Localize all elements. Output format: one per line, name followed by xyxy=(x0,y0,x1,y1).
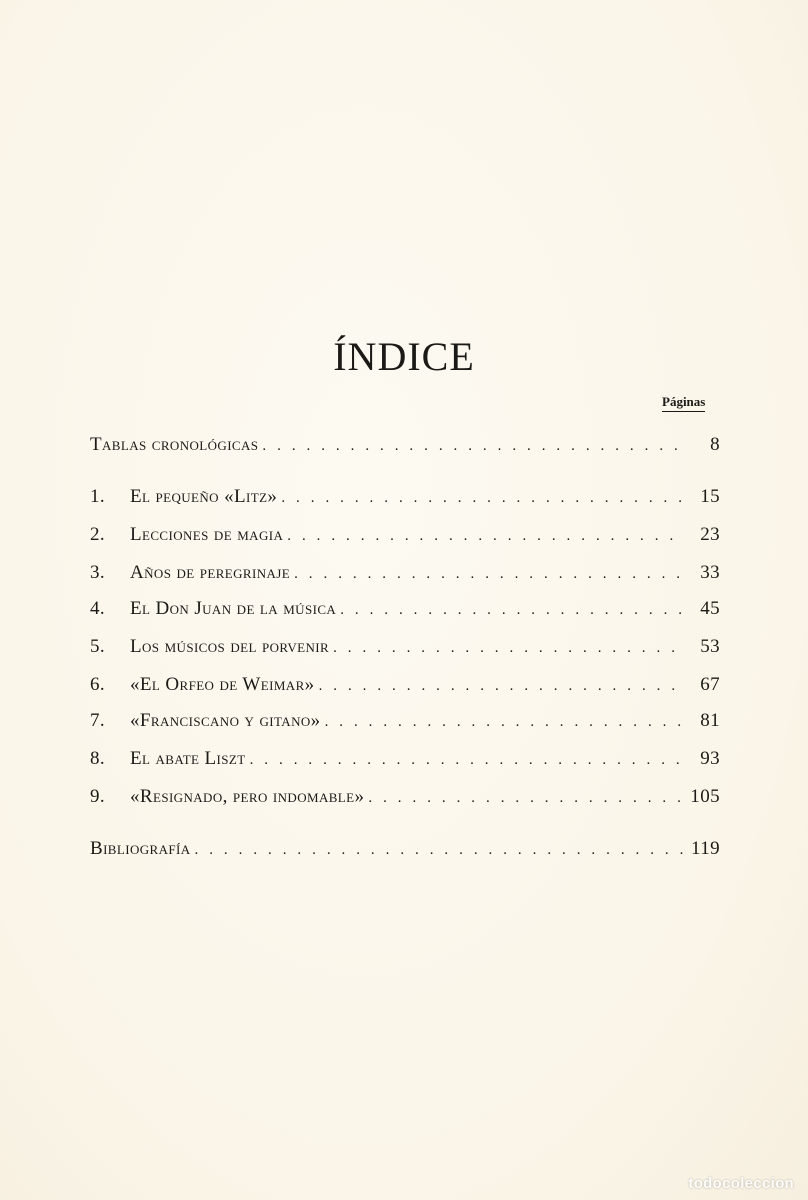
watermark-text: todocoleccion xyxy=(688,1175,794,1192)
toc-page-number: 105 xyxy=(690,786,720,807)
chapter-number: 3. xyxy=(90,562,106,583)
chapter-title: El pequeño «Litz» xyxy=(130,486,278,507)
toc-chapter-row xyxy=(90,746,720,772)
chapter-number: 2. xyxy=(90,524,106,545)
leader-dots xyxy=(287,523,684,549)
leader-dots xyxy=(340,597,684,623)
chapter-title: «El Orfeo de Weimar» xyxy=(130,674,315,695)
leader-dots xyxy=(333,635,684,661)
toc-chapter-row xyxy=(90,560,720,586)
toc-page-number: 15 xyxy=(700,486,720,507)
chapter-number: 5. xyxy=(90,636,106,657)
chapter-title: El Don Juan de la música xyxy=(130,598,337,619)
toc-entry-label: Tablas cronológicas xyxy=(90,434,259,455)
toc-page-number: 53 xyxy=(700,636,720,657)
toc-chapter-row xyxy=(90,708,720,734)
chapter-number: 8. xyxy=(90,748,106,769)
leader-dots xyxy=(281,485,684,511)
toc-chapter-row xyxy=(90,484,720,510)
leader-dots xyxy=(319,673,684,699)
toc-entry-tablas xyxy=(90,432,720,458)
leader-dots xyxy=(368,785,684,811)
pages-column-header: Páginas xyxy=(662,394,705,412)
toc-page-number: 23 xyxy=(700,524,720,545)
chapter-number: 4. xyxy=(90,598,106,619)
toc-chapter-row xyxy=(90,596,720,622)
toc-entry-label: Bibliografía xyxy=(90,838,191,859)
toc-entry-bibliografia xyxy=(90,836,720,862)
toc-page-number: 45 xyxy=(700,598,720,619)
toc-page-number: 67 xyxy=(700,674,720,695)
toc-page-number: 8 xyxy=(710,434,720,455)
chapter-title: Años de peregrinaje xyxy=(130,562,291,583)
leader-dots xyxy=(294,561,684,587)
page-title: ÍNDICE xyxy=(333,334,475,379)
chapter-title: «Franciscano y gitano» xyxy=(130,710,321,731)
chapter-number: 7. xyxy=(90,710,106,731)
toc-chapter-row xyxy=(90,784,720,810)
toc-chapter-row xyxy=(90,634,720,660)
leader-dots xyxy=(325,709,684,735)
chapter-title: El abate Liszt xyxy=(130,748,246,769)
toc-page-number: 119 xyxy=(691,838,720,859)
chapter-number: 1. xyxy=(90,486,106,507)
toc-chapter-row xyxy=(90,672,720,698)
toc-chapter-row xyxy=(90,522,720,548)
leader-dots xyxy=(250,747,684,773)
toc-page-number: 81 xyxy=(700,710,720,731)
chapter-title: Lecciones de magia xyxy=(130,524,284,545)
chapter-number: 6. xyxy=(90,674,106,695)
leader-dots xyxy=(262,433,684,459)
chapter-title: Los músicos del porvenir xyxy=(130,636,330,657)
toc-page-number: 33 xyxy=(700,562,720,583)
toc-page-number: 93 xyxy=(700,748,720,769)
chapter-title: «Resignado, pero indomable» xyxy=(130,786,365,807)
chapter-number: 9. xyxy=(90,786,106,807)
leader-dots xyxy=(195,837,684,863)
